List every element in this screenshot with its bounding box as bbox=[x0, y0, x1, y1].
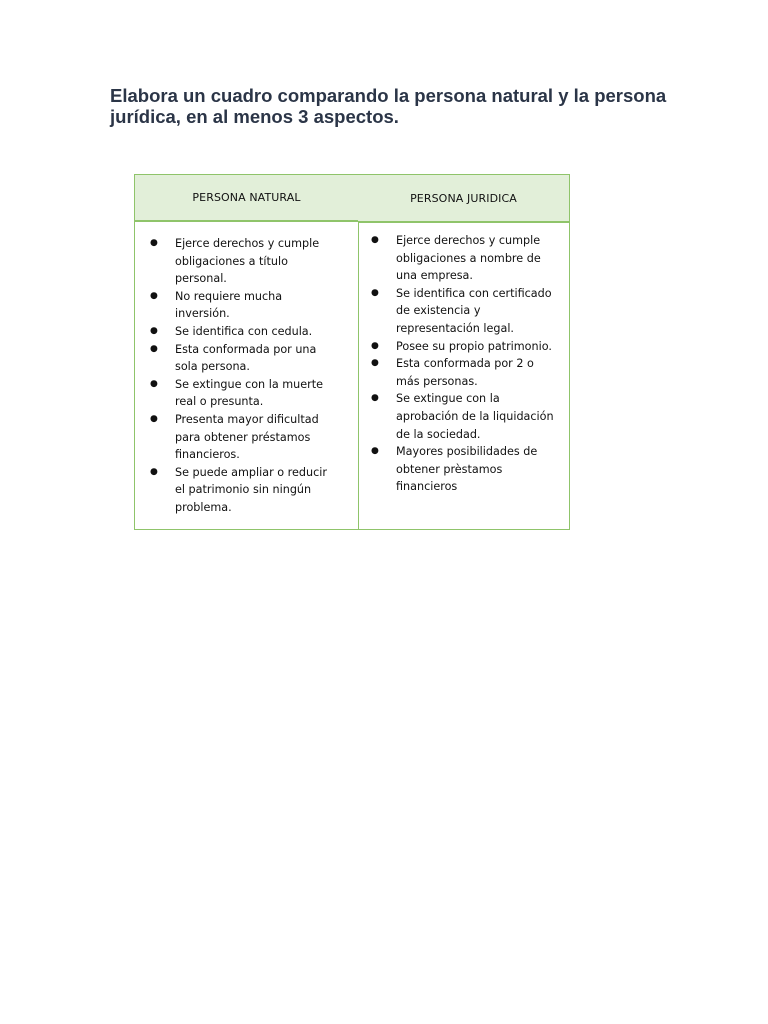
column-header-persona-juridica: PERSONA JURIDICA bbox=[358, 175, 569, 223]
list-item: ● Se identifica con cedula. bbox=[175, 323, 340, 341]
list-item: ● Se extingue con la aprobación de la liquidación de la sociedad. bbox=[371, 392, 554, 441]
bullet-icon: ● bbox=[150, 290, 158, 301]
bullet-icon: ● bbox=[371, 358, 379, 369]
bullet-icon: ● bbox=[150, 413, 158, 424]
bullet-icon: ● bbox=[150, 238, 158, 248]
list-item: ● Ejerce derechos y cumple obligaciones a título personal. bbox=[150, 237, 320, 286]
bullet-icon: ● bbox=[371, 287, 379, 298]
list-persona-natural bbox=[150, 235, 340, 517]
list-item: ● No requiere mucha inversión. bbox=[150, 289, 283, 321]
column-persona-juridica bbox=[358, 174, 570, 530]
list-item: ● Se extingue con la muerte real o presunta. bbox=[150, 377, 323, 409]
bullet-icon: ● bbox=[150, 378, 158, 389]
list-persona-juridica bbox=[371, 232, 556, 496]
bullet-icon: ● bbox=[150, 466, 158, 477]
list-item: ● Mayores posibilidades de obtener prèstamos financieros bbox=[371, 445, 538, 494]
column-header-persona-natural: PERSONA NATURAL bbox=[135, 175, 358, 222]
list-item: ● Presenta mayor dificultad para obtener préstamos financieros. bbox=[150, 412, 319, 462]
list-item: ● Esta conformada por una sola persona. bbox=[150, 342, 317, 374]
column-persona-natural bbox=[134, 174, 359, 530]
bullet-icon: ● bbox=[150, 325, 158, 336]
page-title: Elabora un cuadro comparando la persona natural y la persona jurídica, en al menos 3 aspectos. bbox=[110, 85, 667, 127]
list-item: ● Ejerce derechos y cumple obligaciones a nombre de una empresa. bbox=[371, 234, 541, 283]
bullet-icon: ● bbox=[371, 393, 379, 404]
bullet-icon: ● bbox=[371, 446, 379, 457]
list-item: ● Posee su propio patrimonio. bbox=[396, 338, 556, 356]
bullet-icon: ● bbox=[150, 343, 158, 354]
list-item: ● Esta conformada por 2 o más personas. bbox=[371, 357, 534, 388]
bullet-icon: ● bbox=[371, 340, 379, 351]
bullet-icon: ● bbox=[371, 235, 379, 245]
list-item: ● Se puede ampliar o reducir el patrimonio sin ningún problema. bbox=[150, 465, 327, 514]
list-item: ● Se identifica con certificado de existencia y representación legal. bbox=[371, 286, 552, 335]
